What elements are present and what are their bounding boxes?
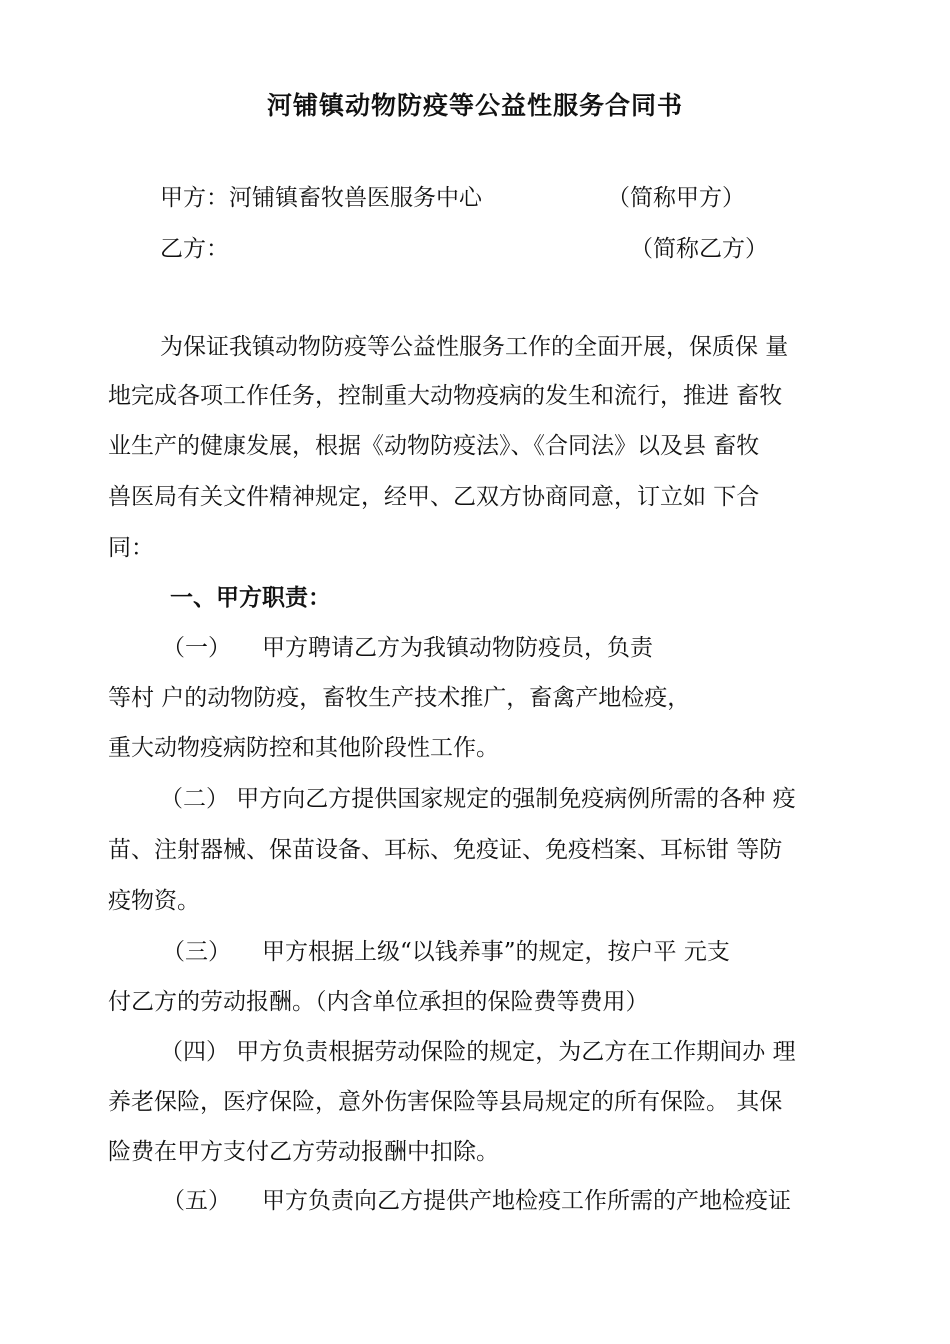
clause-line: 甲方根据上级“以钱养事”的规定，按户平 元支 — [262, 939, 730, 965]
party-b-label: 乙方： — [160, 236, 229, 262]
preamble-line: 同： — [108, 535, 154, 561]
party-a-abbr: （简称甲方） — [607, 185, 745, 211]
clause-line: 疫物资。 — [108, 888, 200, 914]
clause-line: 甲方负责向乙方提供产地检疫工作所需的产地检疫证 — [262, 1188, 791, 1214]
preamble-line: 兽医局有关文件精神规定，经甲、乙双方协商同意，订立如 下合 — [108, 484, 760, 510]
clause-line: 苗、注射器械、保苗设备、耳标、免疫证、免疫档案、耳标钳 等防 — [108, 837, 783, 863]
clause-line: （二） 甲方向乙方提供国家规定的强制免疫病例所需的各种 疫 — [160, 786, 796, 812]
clause-line: 等村 户的动物防疫，畜牧生产技术推广，畜禽产地检疫， — [108, 685, 691, 711]
clause-line: 付乙方的劳动报酬。（内含单位承担的保险费等费用） — [108, 989, 649, 1015]
clause-line: 重大动物疫病防控和其他阶段性工作。 — [108, 735, 499, 761]
party-a-label: 甲方：河铺镇畜牧兽医服务中心 — [160, 185, 482, 211]
party-b-abbr: （简称乙方） — [630, 236, 768, 262]
clause-number: （一） — [162, 635, 231, 661]
clause-number: （五） — [162, 1188, 231, 1214]
clause-line: （四） 甲方负责根据劳动保险的规定，为乙方在工作期间办 理 — [160, 1039, 796, 1065]
clause-line: 险费在甲方支付乙方劳动报酬中扣除。 — [108, 1139, 499, 1165]
section-heading: 一、甲方职责： — [170, 585, 331, 611]
preamble-line: 业生产的健康发展，根据《动物防疫法》、《合同法》以及县 畜牧 — [108, 433, 760, 459]
document-title: 河铺镇动物防疫等公益性服务合同书 — [266, 91, 683, 120]
clause-line: 甲方聘请乙方为我镇动物防疫员，负责 — [262, 635, 653, 661]
preamble-line: 为保证我镇动物防疫等公益性服务工作的全面开展，保质保 量 — [160, 334, 789, 360]
preamble-line: 地完成各项工作任务，控制重大动物疫病的发生和流行，推进 畜牧 — [108, 383, 783, 409]
clause-line: 养老保险，医疗保险，意外伤害保险等县局规定的所有保险。 其保 — [108, 1089, 783, 1115]
clause-number: （三） — [162, 939, 231, 965]
